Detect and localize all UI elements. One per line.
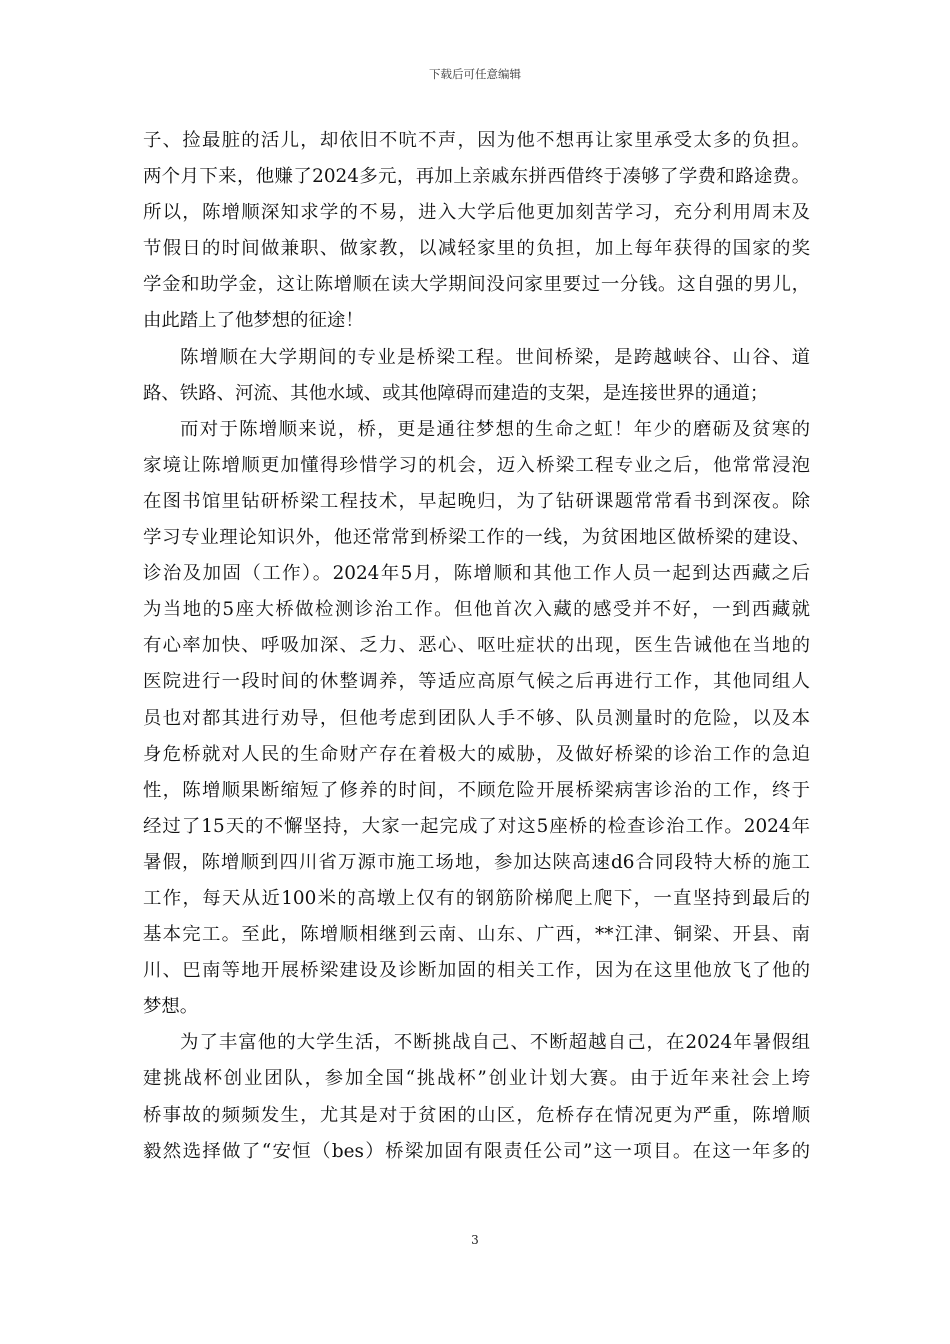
text-line: 诊治及加固（工作）。2024年5月，陈增顺和其他工作人员一起到达西藏之后 [143, 563, 810, 585]
text-line: 家境让陈增顺更加懂得珍惜学习的机会，迈入桥梁工程专业之后，他常常浸泡 [143, 454, 810, 476]
text-line: 暑假，陈增顺到四川省万源市施工场地，参加达陕高速d6合同段特大桥的施工 [143, 851, 810, 873]
text-line: 陈增顺在大学期间的专业是桥梁工程。世间桥梁，是跨越峡谷、山谷、道 [180, 346, 810, 368]
paragraph [143, 340, 810, 412]
text-line: 学金和助学金，这让陈增顺在读大学期间没问家里要过一分钱。这自强的男儿， [143, 274, 810, 296]
text-line: 性，陈增顺果断缩短了修养的时间，不顾危险开展桥梁病害诊治的工作，终于 [143, 779, 810, 801]
text-line: 为当地的5座大桥做检测诊治工作。但他首次入藏的感受并不好，一到西藏就 [143, 599, 810, 621]
text-line: 而对于陈增顺来说，桥，更是通往梦想的生命之虹！年少的磨砺及贫寒的 [180, 418, 810, 440]
document-body [143, 123, 810, 1170]
text-line: 身危桥就对人民的生命财产存在着极大的威胁，及做好桥梁的诊治工作的急迫 [143, 743, 810, 765]
text-line: 子、捡最脏的活儿，却依旧不吭不声，因为他不想再让家里承受太多的负担。 [143, 130, 810, 151]
text-line: 由此踏上了他梦想的征途！ [143, 310, 364, 332]
text-line: 经过了15天的不懈坚持，大家一起完成了对这5座桥的检查诊治工作。2024年 [143, 815, 810, 837]
text-line: 梦想。 [143, 996, 199, 1018]
paragraph [143, 1025, 810, 1169]
text-line: 川、巴南等地开展桥梁建设及诊断加固的相关工作，因为在这里他放飞了他的 [143, 960, 810, 982]
page-header: 下载后可任意编辑 [429, 67, 521, 81]
text-line: 医院进行一段时间的休整调养，等适应高原气候之后再进行工作，其他同组人 [143, 671, 810, 693]
text-line: 为了丰富他的大学生活，不断挑战自己、不断超越自己，在2024年暑假组 [180, 1032, 810, 1054]
text-line: 在图书馆里钻研桥梁工程技术，早起晚归，为了钻研课题常常看书到深夜。除 [143, 490, 810, 512]
paragraph [143, 412, 810, 1026]
text-line: 节假日的时间做兼职、做家教，以减轻家里的负担，加上每年获得的国家的奖 [143, 238, 810, 260]
page-number: 3 [471, 1233, 479, 1247]
text-line: 毅然选择做了“安恒（bes）桥梁加固有限责任公司”这一项目。在这一年多的 [143, 1140, 810, 1162]
text-line: 学习专业理论知识外，他还常常到桥梁工作的一线，为贫困地区做桥梁的建设、 [143, 527, 810, 549]
text-line: 路、铁路、河流、其他水域、或其他障碍而建造的支架，是连接世界的通道； [143, 382, 769, 404]
text-line: 员也对都其进行劝导，但他考虑到团队人手不够、队员测量时的危险，以及本 [143, 707, 810, 729]
text-line: 有心率加快、呼吸加深、乏力、恶心、呕吐症状的出现，医生告诫他在当地的 [143, 635, 810, 657]
text-line: 所以，陈增顺深知求学的不易，进入大学后他更加刻苦学习，充分利用周末及 [143, 202, 810, 224]
text-line: 两个月下来，他赚了2024多元，再加上亲戚东拼西借终于凑够了学费和路途费。 [143, 166, 810, 188]
paragraph [143, 123, 810, 340]
text-line: 建挑战杯创业团队，参加全国“挑战杯”创业计划大赛。由于近年来社会上垮 [143, 1068, 810, 1090]
text-line: 桥事故的频频发生，尤其是对于贫困的山区，危桥存在情况更为严重，陈增顺 [143, 1104, 810, 1126]
text-line: 工作，每天从近100米的高墩上仅有的钢筋阶梯爬上爬下，一直坚持到最后的 [143, 887, 810, 909]
text-line: 基本完工。至此，陈增顺相继到云南、山东、广西，**江津、铜梁、开县、南 [143, 924, 810, 946]
